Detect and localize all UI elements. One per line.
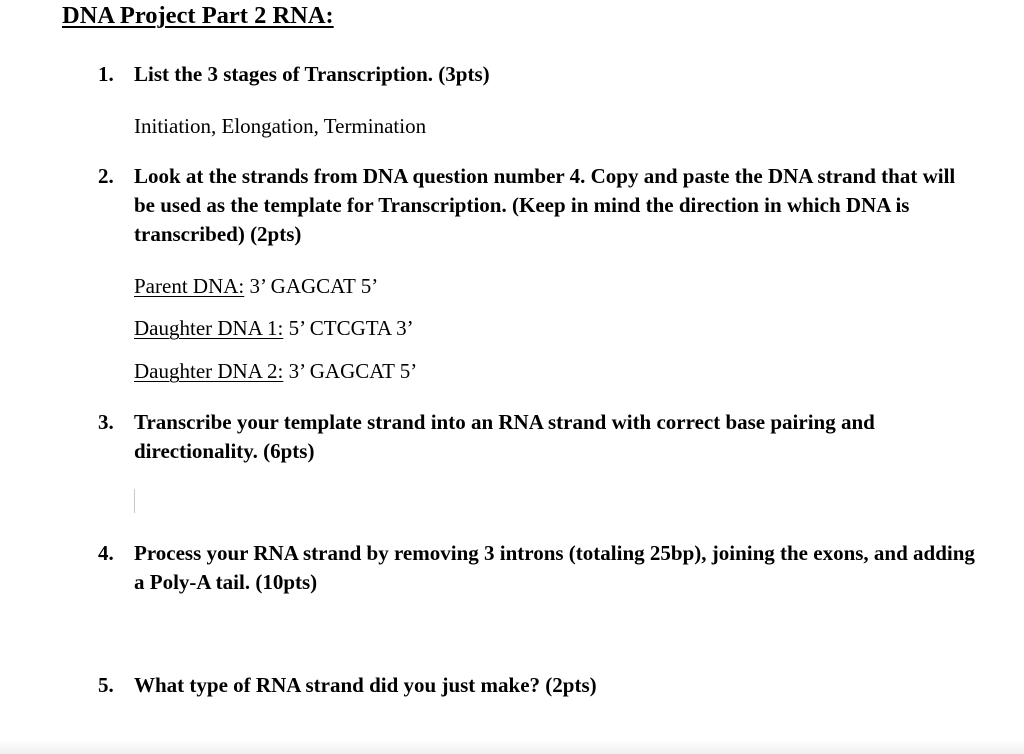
strand-label: Daughter DNA 1:	[134, 316, 284, 340]
page-bottom-edge	[0, 740, 1024, 754]
question-5	[98, 671, 978, 700]
question-text: List the 3 stages of Transcription. (3pts)	[134, 62, 490, 86]
text-cursor[interactable]	[134, 489, 135, 513]
question-number: 4.	[98, 541, 114, 565]
question-number: 5.	[98, 673, 114, 697]
question-1	[98, 60, 978, 89]
question-number: 2.	[98, 164, 114, 188]
document-title: DNA Project Part 2 RNA:	[62, 2, 334, 29]
question-2	[98, 162, 978, 249]
strand-label: Daughter DNA 2:	[134, 359, 284, 383]
question-number: 3.	[98, 410, 114, 434]
question-text: What type of RNA strand did you just make? (2pts)	[134, 673, 597, 697]
strand-sequence: 5’ CTCGTA 3’	[283, 316, 414, 340]
strand-sequence: 3’ GAGCAT 5’	[244, 274, 379, 298]
question-text: Transcribe your template strand into an RNA strand with correct base pairing and directionality. (6pts)	[134, 410, 875, 463]
question-number: 1.	[98, 62, 114, 86]
answer-1[interactable]: Initiation, Elongation, Termination	[134, 114, 427, 138]
strand-parent-dna[interactable]	[134, 272, 378, 301]
question-3	[98, 408, 978, 466]
strand-daughter-dna-2[interactable]	[134, 357, 417, 386]
strand-sequence: 3’ GAGCAT 5’	[283, 359, 418, 383]
question-4	[98, 539, 978, 597]
strand-daughter-dna-1[interactable]	[134, 314, 414, 343]
question-text: Process your RNA strand by removing 3 introns (totaling 25bp), joining the exons, and adding a Poly-A tail. (10pts)	[134, 541, 975, 594]
strand-label: Parent DNA:	[134, 274, 245, 298]
question-text: Look at the strands from DNA question number 4. Copy and paste the DNA strand that will be used as the template for Transcription. (Keep in mind the direction in which DNA is transcribed) (2pts)	[134, 164, 956, 246]
